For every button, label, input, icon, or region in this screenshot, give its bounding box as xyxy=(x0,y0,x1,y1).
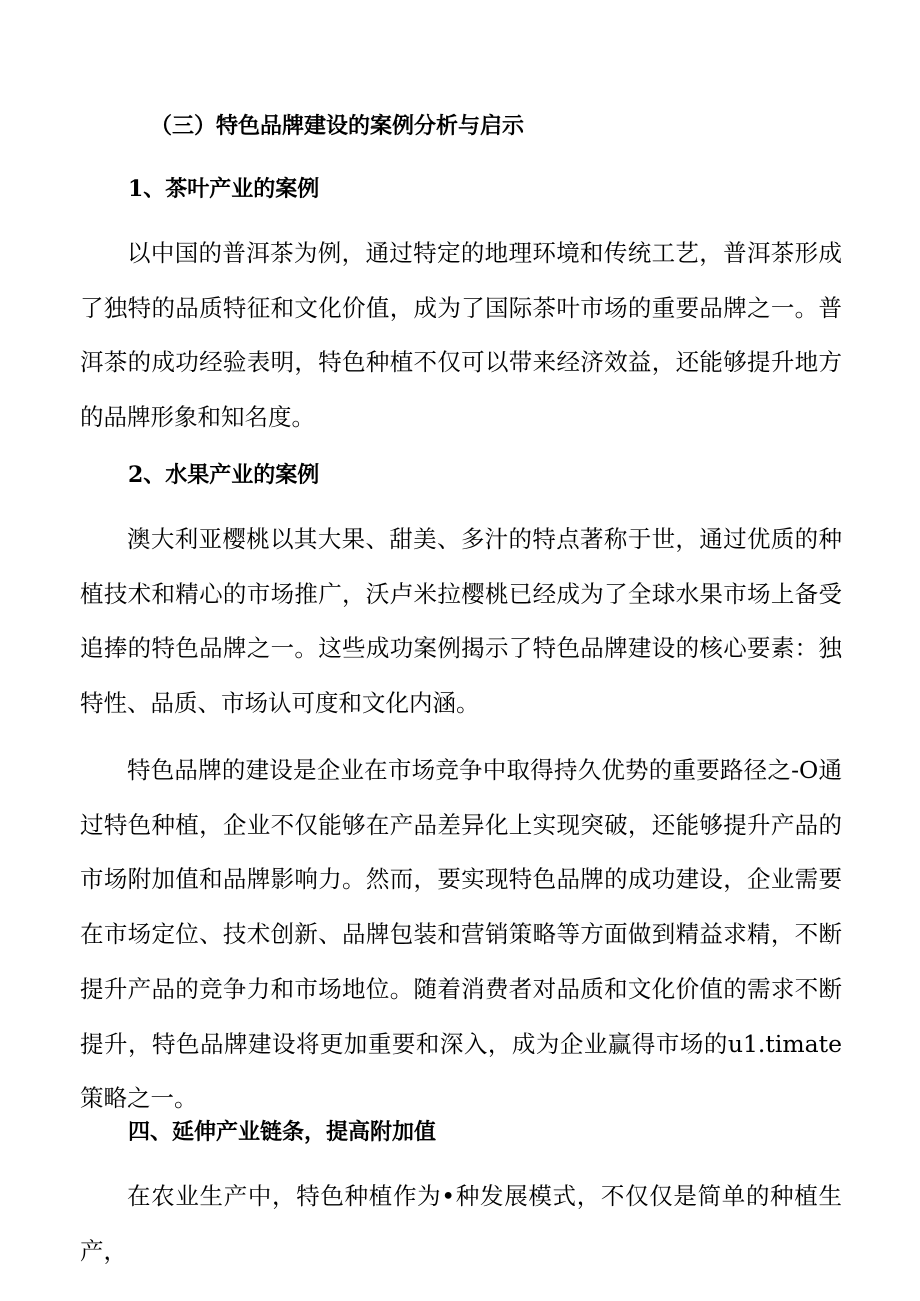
case1-heading: 1、茶叶产业的案例 xyxy=(128,176,320,202)
chapter4-paragraph: 在农业生产中，特色种植作为•种发展模式，不仅仅是简单的种植生产， xyxy=(80,1182,842,1265)
section-heading: （三）特色品牌建设的案例分析与启示 xyxy=(150,113,525,139)
chapter4-heading: 四、延伸产业链条，提高附加值 xyxy=(128,1119,437,1145)
case2-paragraph: 澳大利亚樱桃以其大果、甜美、多汁的特点著称于世，通过优质的种植技术和精心的市场推广，沃卢米拉樱桃已经成为了全球水果市场上备受追捧的特色品牌之一。这些成功案例揭示了特色品牌建设的核心要素：独特性、品质、市场认可度和文化内涵。 xyxy=(80,525,842,718)
case1-paragraph: 以中国的普洱茶为例，通过特定的地理环境和传统工艺，普洱茶形成了独特的品质特征和文化价值，成为了国际茶叶市场的重要品牌之一。普洱茶的成功经验表明，特色种植不仅可以带来经济效益，还能够提升地方的品牌形象和知名度。 xyxy=(80,239,842,432)
case2-heading: 2、水果产业的案例 xyxy=(128,462,320,488)
summary-paragraph: 特色品牌的建设是企业在市场竞争中取得持久优势的重要路径之-O通过特色种植，企业不仅能够在产品差异化上实现突破，还能够提升产品的市场附加值和品牌影响力。然而，要实现特色品牌的成功建设，企业需要在市场定位、技术创新、品牌包装和营销策略等方面做到精益求精，不断提升产品的竞争力和市场地位。随着消费者对品质和文化价值的需求不断提升，特色品牌建设将更加重要和深入，成为企业赢得市场的u1.timate策略之一。 xyxy=(80,756,842,1113)
